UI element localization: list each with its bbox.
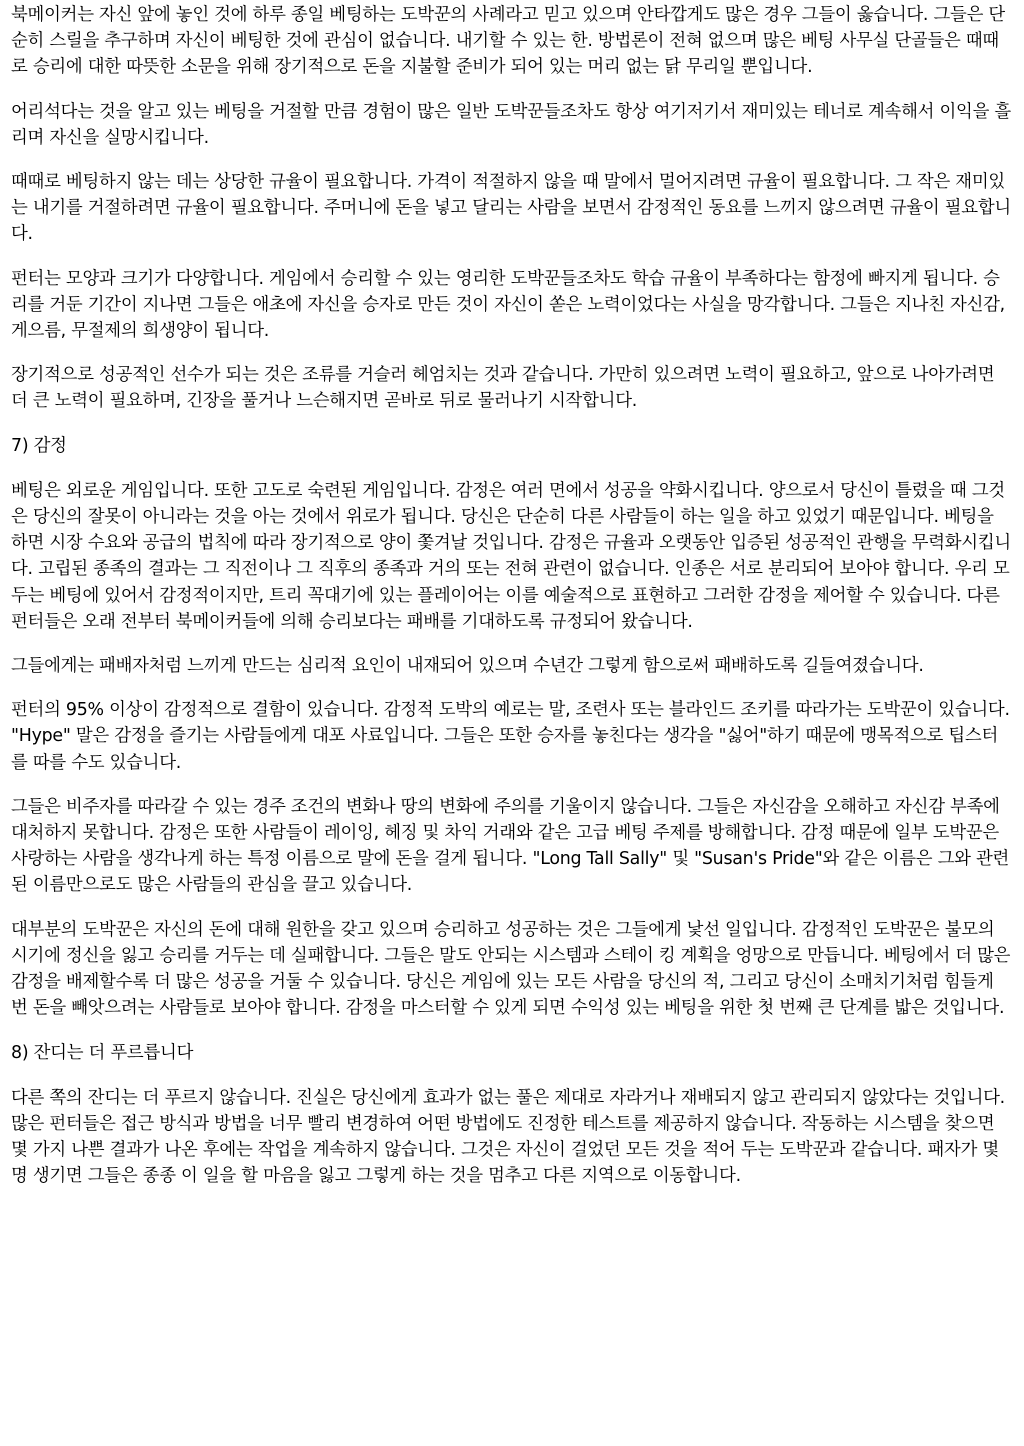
paragraph-race-conditions: 그들은 비주자를 따라갈 수 있는 경주 조건의 변화나 땅의 변화에 주의를 기울이지 않습니다. 그들은 자신감을 오해하고 자신감 부족에 대처하지 못합니다. 감정은 또한 사람들이 레이잉, 헤징 및 차익 거래와 같은 고급 베팅 주제를 방해합니다. 감정 때문에 일부 도박꾼은 사랑하는 사람을 생각나게 하는 특정 이름으로 말에 돈을 걸게 됩니다. "Long Tall Sally" 및 "Susan's Pride"와 같은 이름은 그와 관련된 이름만으로도 많은 사람들의 관심을 끌고 있습니다. [11, 796, 1010, 896]
paragraph-lonely-game: 베팅은 외로운 게임입니다. 또한 고도로 숙련된 게임입니다. 감정은 여러 면에서 성공을 약화시킵니다. 양으로서 당신이 틀렸을 때 그것은 당신의 잘못이 아니라는 것을 아는 것에서 위로가 됩니다. 당신은 단순히 다른 사람들이 하는 일을 하고 있었기 때문입니다. 베팅을 하면 시장 수요와 공급의 법칙에 따라 장기적으로 양이 쫓겨날 것입니다. 감정은 규율과 오랫동안 입증된 성공적인 관행을 무력화시킵니다. 고립된 종족의 결과는 그 직전이나 그 직후의 종족과 거의 또는 전혀 관련이 없습니다. 인종은 서로 분리되어 보아야 합니다. 우리 모두는 베팅에 있어서 감정적이지만, 트리 꼭대기에 있는 플레이어는 이를 예술적으로 표현하고 그러한 감정을 제어할 수 있습니다. 다른 펀터들은 오래 전부터 북메이커들에 의해 승리보다는 패배를 기대하도록 규정되어 왔습니다. [11, 480, 1011, 632]
paragraph-master-emotion: 대부분의 도박꾼은 자신의 돈에 대해 원한을 갖고 있으며 승리하고 성공하는 것은 그들에게 낯선 일입니다. 감정적인 도박꾼은 불모의 시기에 정신을 잃고 승리를 거두는 데 실패합니다. 그들은 말도 안되는 시스템과 스테이 킹 계획을 엉망으로 만듭니다. 베팅에서 더 많은 감정을 배제할수록 더 많은 성공을 거둘 수 있습니다. 당신은 게임에 있는 모든 사람을 당신의 적, 그리고 당신이 소매치기처럼 힘들게 번 돈을 빼앗으려는 사람들로 보아야 합니다. 감정을 마스터할 수 있게 되면 수익성 있는 베팅을 위한 첫 번째 큰 단계를 밟은 것입니다. [11, 919, 1011, 1019]
document-page [11, 0, 1013, 1208]
paragraph-grass-not-greener: 다른 쪽의 잔디는 더 푸르지 않습니다. 진실은 당신에게 효과가 없는 풀은 제대로 자라거나 재배되지 않고 관리되지 않았다는 것입니다. 많은 펀터들은 접근 방식과 방법을 너무 빨리 변경하여 어떤 방법에도 진정한 테스트를 제공하지 않습니다. 작동하는 시스템을 찾으면 몇 가지 나쁜 결과가 나온 후에는 작업을 계속하지 않습니다. 그것은 자신이 걸었던 모든 것을 적어 두는 도박꾼과 같습니다. 패자가 몇 명 생기면 그들은 종종 이 일을 할 마음을 잃고 그렇게 하는 것을 멈추고 다른 지역으로 이동합니다. [11, 1087, 1005, 1187]
paragraph-swim-against-tide: 장기적으로 성공적인 선수가 되는 것은 조류를 거슬러 헤엄치는 것과 같습니다. 가만히 있으려면 노력이 필요하고, 앞으로 나아가려면 더 큰 노력이 필요하며, 긴장을 풀거나 느슨해지면 곧바로 뒤로 물러나기 시작합니다. [11, 365, 995, 412]
paragraph-discipline: 때때로 베팅하지 않는 데는 상당한 규율이 필요합니다. 가격이 적절하지 않을 때 말에서 멀어지려면 규율이 필요합니다. 그 작은 재미있는 내기를 거절하려면 규율이 필요합니다. 주머니에 돈을 넣고 달리는 사람을 보면서 감정적인 동요를 느끼지 않으려면 규율이 필요합니다. [11, 172, 1011, 245]
paragraph-experienced-gamblers: 어리석다는 것을 알고 있는 베팅을 거절할 만큼 경험이 많은 일반 도박꾼들조차도 항상 여기저기서 재미있는 테너로 계속해서 이익을 흘리며 자신을 실망시킵니다. [11, 101, 1011, 148]
paragraph-punter-types: 펀터는 모양과 크기가 다양합니다. 게임에서 승리할 수 있는 영리한 도박꾼들조차도 학습 규율이 부족하다는 함정에 빠지게 됩니다. 승리를 거둔 기간이 지나면 그들은 애초에 자신을 승자로 만든 것이 자신이 쏟은 노력이었다는 사실을 망각합니다. 그들은 지나친 자신감, 게으름, 무절제의 희생양이 됩니다. [11, 268, 1005, 342]
section-heading-greener-grass: 8) 잔디는 더 푸르릅니다 [11, 1042, 194, 1063]
section-heading-emotion: 7) 감정 [11, 435, 67, 456]
paragraph-bookmaker-belief: 북메이커는 자신 앞에 놓인 것에 하루 종일 베팅하는 도박꾼의 사례라고 믿고 있으며 안타깝게도 많은 경우 그들이 옳습니다. 그들은 단순히 스릴을 추구하며 자신이 베팅한 것에 관심이 없습니다. 내기할 수 있는 한. 방법론이 전혀 없으며 많은 베팅 사무실 단골들은 때때로 승리에 대한 따뜻한 소문을 위해 장기적으로 돈을 지불할 준비가 되어 있는 머리 없는 닭 무리일 뿐입니다. [11, 5, 1005, 78]
paragraph-psychological-factor: 그들에게는 패배자처럼 느끼게 만드는 심리적 요인이 내재되어 있으며 수년간 그렇게 함으로써 패배하도록 길들여졌습니다. [11, 656, 924, 677]
paragraph-emotional-flaws: 펀터의 95% 이상이 감정적으로 결함이 있습니다. 감정적 도박의 예로는 말, 조련사 또는 블라인드 조키를 따라가는 도박꾼이 있습니다. "Hype" 말은 감정을 즐기는 사람들에게 대포 사료입니다. 그들은 또한 승자를 놓친다는 생각을 "싫어"하기 때문에 맹목적으로 팁스터를 따를 수도 있습니다. [11, 700, 1010, 773]
